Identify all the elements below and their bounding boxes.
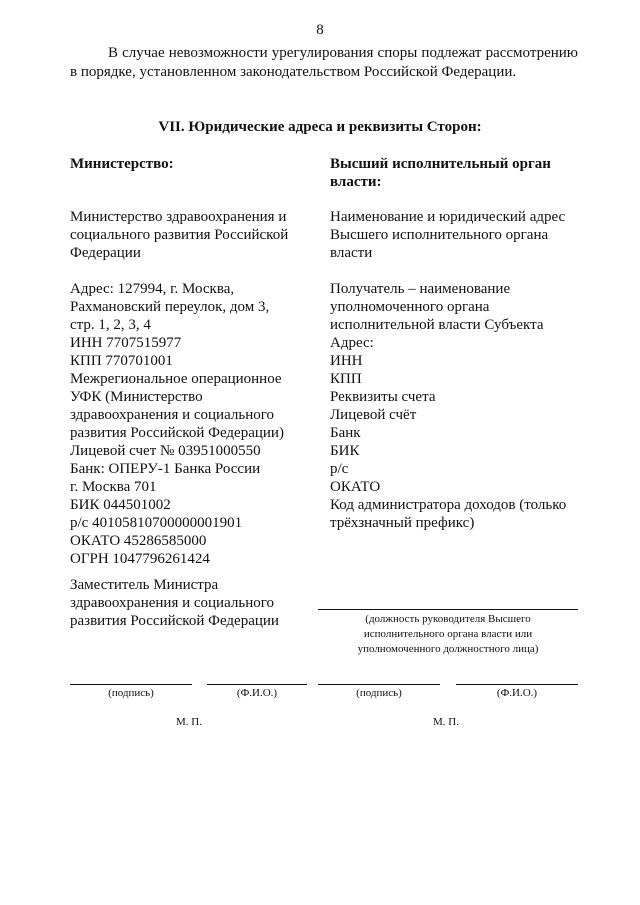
- executive-body-detail-line: Код администратора доходов (только: [330, 497, 567, 513]
- ministry-detail-line: ИНН 7707515977: [70, 335, 182, 351]
- ministry-detail-line: КПП 770701001: [70, 353, 173, 369]
- ministry-name-line: Министерство здравоохранения и: [70, 209, 287, 225]
- ministry-detail-line: ОКАТО 45286585000: [70, 533, 207, 549]
- dispute-clause: В случае невозможности урегулирования споры подлежат рассмотрению в порядке, установленном законодательством Российской Федерации.: [70, 45, 578, 80]
- ministry-requisites: [70, 208, 288, 568]
- executive-body-detail-line: Банк: [330, 425, 361, 441]
- page-number: 8: [316, 22, 324, 38]
- position-caption-line: исполнительного органа власти или: [363, 628, 533, 640]
- ministry-detail-line: Банк: ОПЕРУ-1 Банка России: [70, 461, 261, 477]
- ministry-heading: Министерство:: [70, 156, 174, 172]
- ministry-detail-line: стр. 1, 2, 3, 4: [70, 317, 151, 333]
- ministry-detail-line: ОГРН 1047796261424: [70, 551, 210, 567]
- ministry-name-line: социального развития Российской: [70, 227, 289, 243]
- executive-body-heading-line: власти:: [330, 174, 382, 190]
- executive-body-detail-line: Реквизиты счета: [330, 389, 436, 405]
- position-line: [318, 609, 578, 610]
- ministry-detail-line: Адрес: 127994, г. Москва,: [70, 281, 235, 297]
- ministry-detail-line: Межрегиональное операционное: [70, 371, 282, 387]
- executive-body-detail-line: БИК: [330, 443, 360, 459]
- position-caption-line: (должность руководителя Высшего: [365, 613, 531, 625]
- executive-body-detail-line: р/с: [330, 461, 349, 477]
- executive-body-detail-line: Адрес:: [330, 335, 374, 351]
- executive-body-detail-line: ОКАТО: [330, 479, 381, 495]
- executive-body-detail-line: КПП: [330, 371, 362, 387]
- right-name-caption: (Ф.И.О.): [496, 687, 538, 699]
- left-name-line: [207, 684, 307, 685]
- ministry-signer-line: здравоохранения и социального: [70, 595, 275, 611]
- right-name-line: [456, 684, 578, 685]
- executive-body-requisites: [330, 208, 566, 532]
- executive-body-heading-line: Высший исполнительный орган: [330, 156, 551, 172]
- executive-body-heading: [330, 155, 580, 191]
- executive-body-detail-line: уполномоченного органа: [330, 299, 490, 315]
- executive-body-detail-line: Лицевой счёт: [330, 407, 417, 423]
- executive-body-detail-line: трёхзначный префикс): [330, 515, 475, 531]
- ministry-detail-line: развития Российской Федерации): [70, 425, 284, 441]
- position-caption: [318, 612, 578, 657]
- ministry-signer: [70, 576, 279, 630]
- executive-body-detail-line: ИНН: [330, 353, 363, 369]
- section-title: VII. Юридические адреса и реквизиты Сторон:: [158, 119, 482, 135]
- executive-body-name-line: Высшего исполнительного органа: [330, 227, 549, 243]
- right-seal-mark: М. П.: [433, 716, 459, 728]
- left-name-caption: (Ф.И.О.): [236, 687, 278, 699]
- ministry-name-line: Федерации: [70, 245, 141, 261]
- ministry-signer-line: Заместитель Министра: [70, 577, 219, 593]
- ministry-detail-line: Лицевой счет № 03951000550: [70, 443, 261, 459]
- right-signature-line: [318, 684, 440, 685]
- ministry-detail-line: БИК 044501002: [70, 497, 171, 513]
- right-signature-caption: (подпись): [356, 687, 402, 699]
- ministry-signer-line: развития Российской Федерации: [70, 613, 279, 629]
- ministry-detail-line: г. Москва 701: [70, 479, 157, 495]
- ministry-detail-line: УФК (Министерство: [70, 389, 203, 405]
- position-caption-line: уполномоченного должностного лица): [357, 643, 539, 655]
- executive-body-name-line: Наименование и юридический адрес: [330, 209, 566, 225]
- left-signature-line: [70, 684, 192, 685]
- ministry-detail-line: р/с 40105810700000001901: [70, 515, 243, 531]
- executive-body-detail-line: Получатель – наименование: [330, 281, 511, 297]
- executive-body-name-line: власти: [330, 245, 373, 261]
- ministry-detail-line: здравоохранения и социального: [70, 407, 275, 423]
- ministry-detail-line: Рахмановский переулок, дом 3,: [70, 299, 270, 315]
- executive-body-detail-line: исполнительной власти Субъекта: [330, 317, 544, 333]
- left-signature-caption: (подпись): [108, 687, 154, 699]
- left-seal-mark: М. П.: [176, 716, 202, 728]
